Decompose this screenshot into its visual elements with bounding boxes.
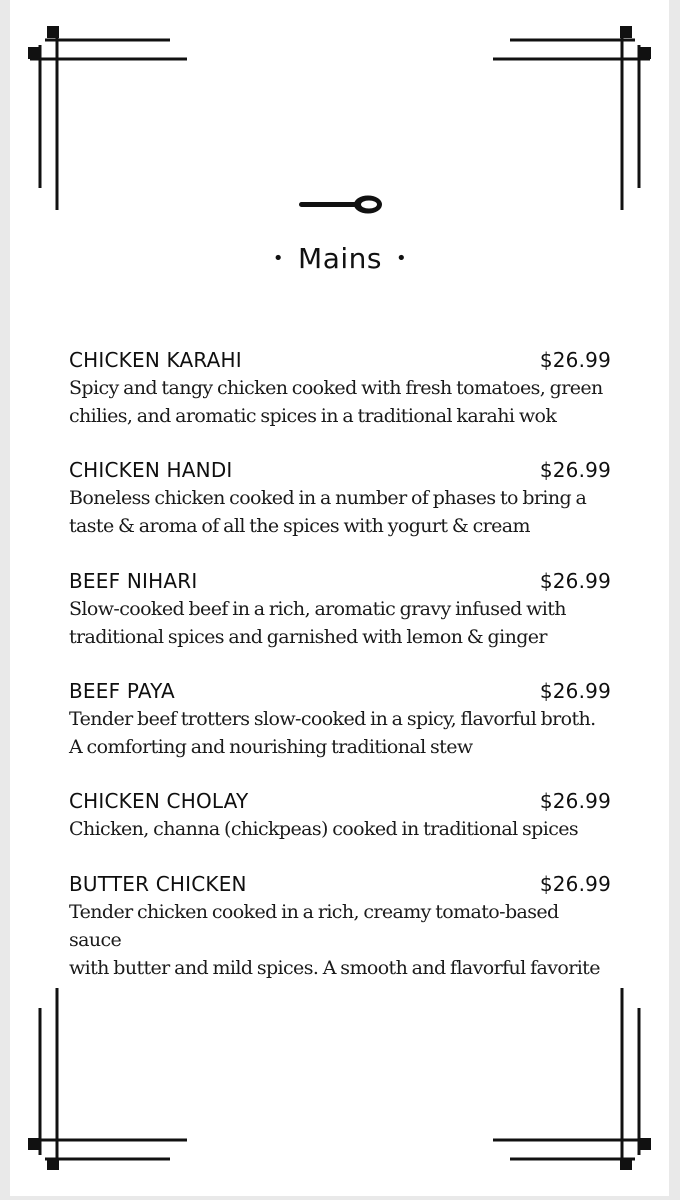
section-title — [0, 242, 680, 275]
item-price: $26.99 — [539, 569, 611, 593]
item-description-line: A comforting and nourishing traditional stew — [69, 736, 473, 758]
item-description-line: Tender beef trotters slow-cooked in a spicy, flavorful broth. — [69, 708, 596, 730]
item-name: BEEF NIHARI — [69, 569, 198, 593]
item-description-line: taste & aroma of all the spices with yogurt & cream — [69, 515, 530, 537]
item-price: $26.99 — [539, 458, 611, 482]
menu-item — [69, 677, 611, 761]
item-description-line: Slow-cooked beef in a rich, aromatic gravy infused with — [69, 598, 566, 620]
item-description-line: Tender chicken cooked in a rich, creamy tomato-based sauce — [69, 901, 559, 951]
item-description-line: Chicken, channa (chickpeas) cooked in traditional spices — [69, 818, 579, 840]
item-description-line: with butter and mild spices. A smooth and flavorful favorite — [69, 957, 600, 979]
item-description-line: chilies, and aromatic spices in a traditional karahi wok — [69, 405, 557, 427]
item-name: BUTTER CHICKEN — [69, 872, 247, 896]
spoon-icon — [298, 192, 384, 218]
title-bullet-right: • — [395, 248, 408, 269]
menu-item — [69, 346, 611, 430]
title-bullet-left: • — [272, 248, 285, 269]
item-price: $26.99 — [539, 872, 611, 896]
item-price: $26.99 — [539, 789, 611, 813]
menu-item — [69, 787, 611, 843]
section-title-text: Mains — [298, 242, 382, 275]
item-name: CHICKEN HANDI — [69, 458, 233, 482]
item-name: CHICKEN KARAHI — [69, 348, 242, 372]
item-name: BEEF PAYA — [69, 679, 175, 703]
item-price: $26.99 — [539, 679, 611, 703]
menu-item — [69, 567, 611, 651]
item-description-line: traditional spices and garnished with lemon & ginger — [69, 626, 547, 648]
item-description-line: Spicy and tangy chicken cooked with fresh tomatoes, green — [69, 377, 603, 399]
menu-item — [69, 870, 611, 982]
item-name: CHICKEN CHOLAY — [69, 789, 249, 813]
menu-item — [69, 456, 611, 540]
item-description-line: Boneless chicken cooked in a number of phases to bring a — [69, 487, 587, 509]
item-price: $26.99 — [539, 348, 611, 372]
